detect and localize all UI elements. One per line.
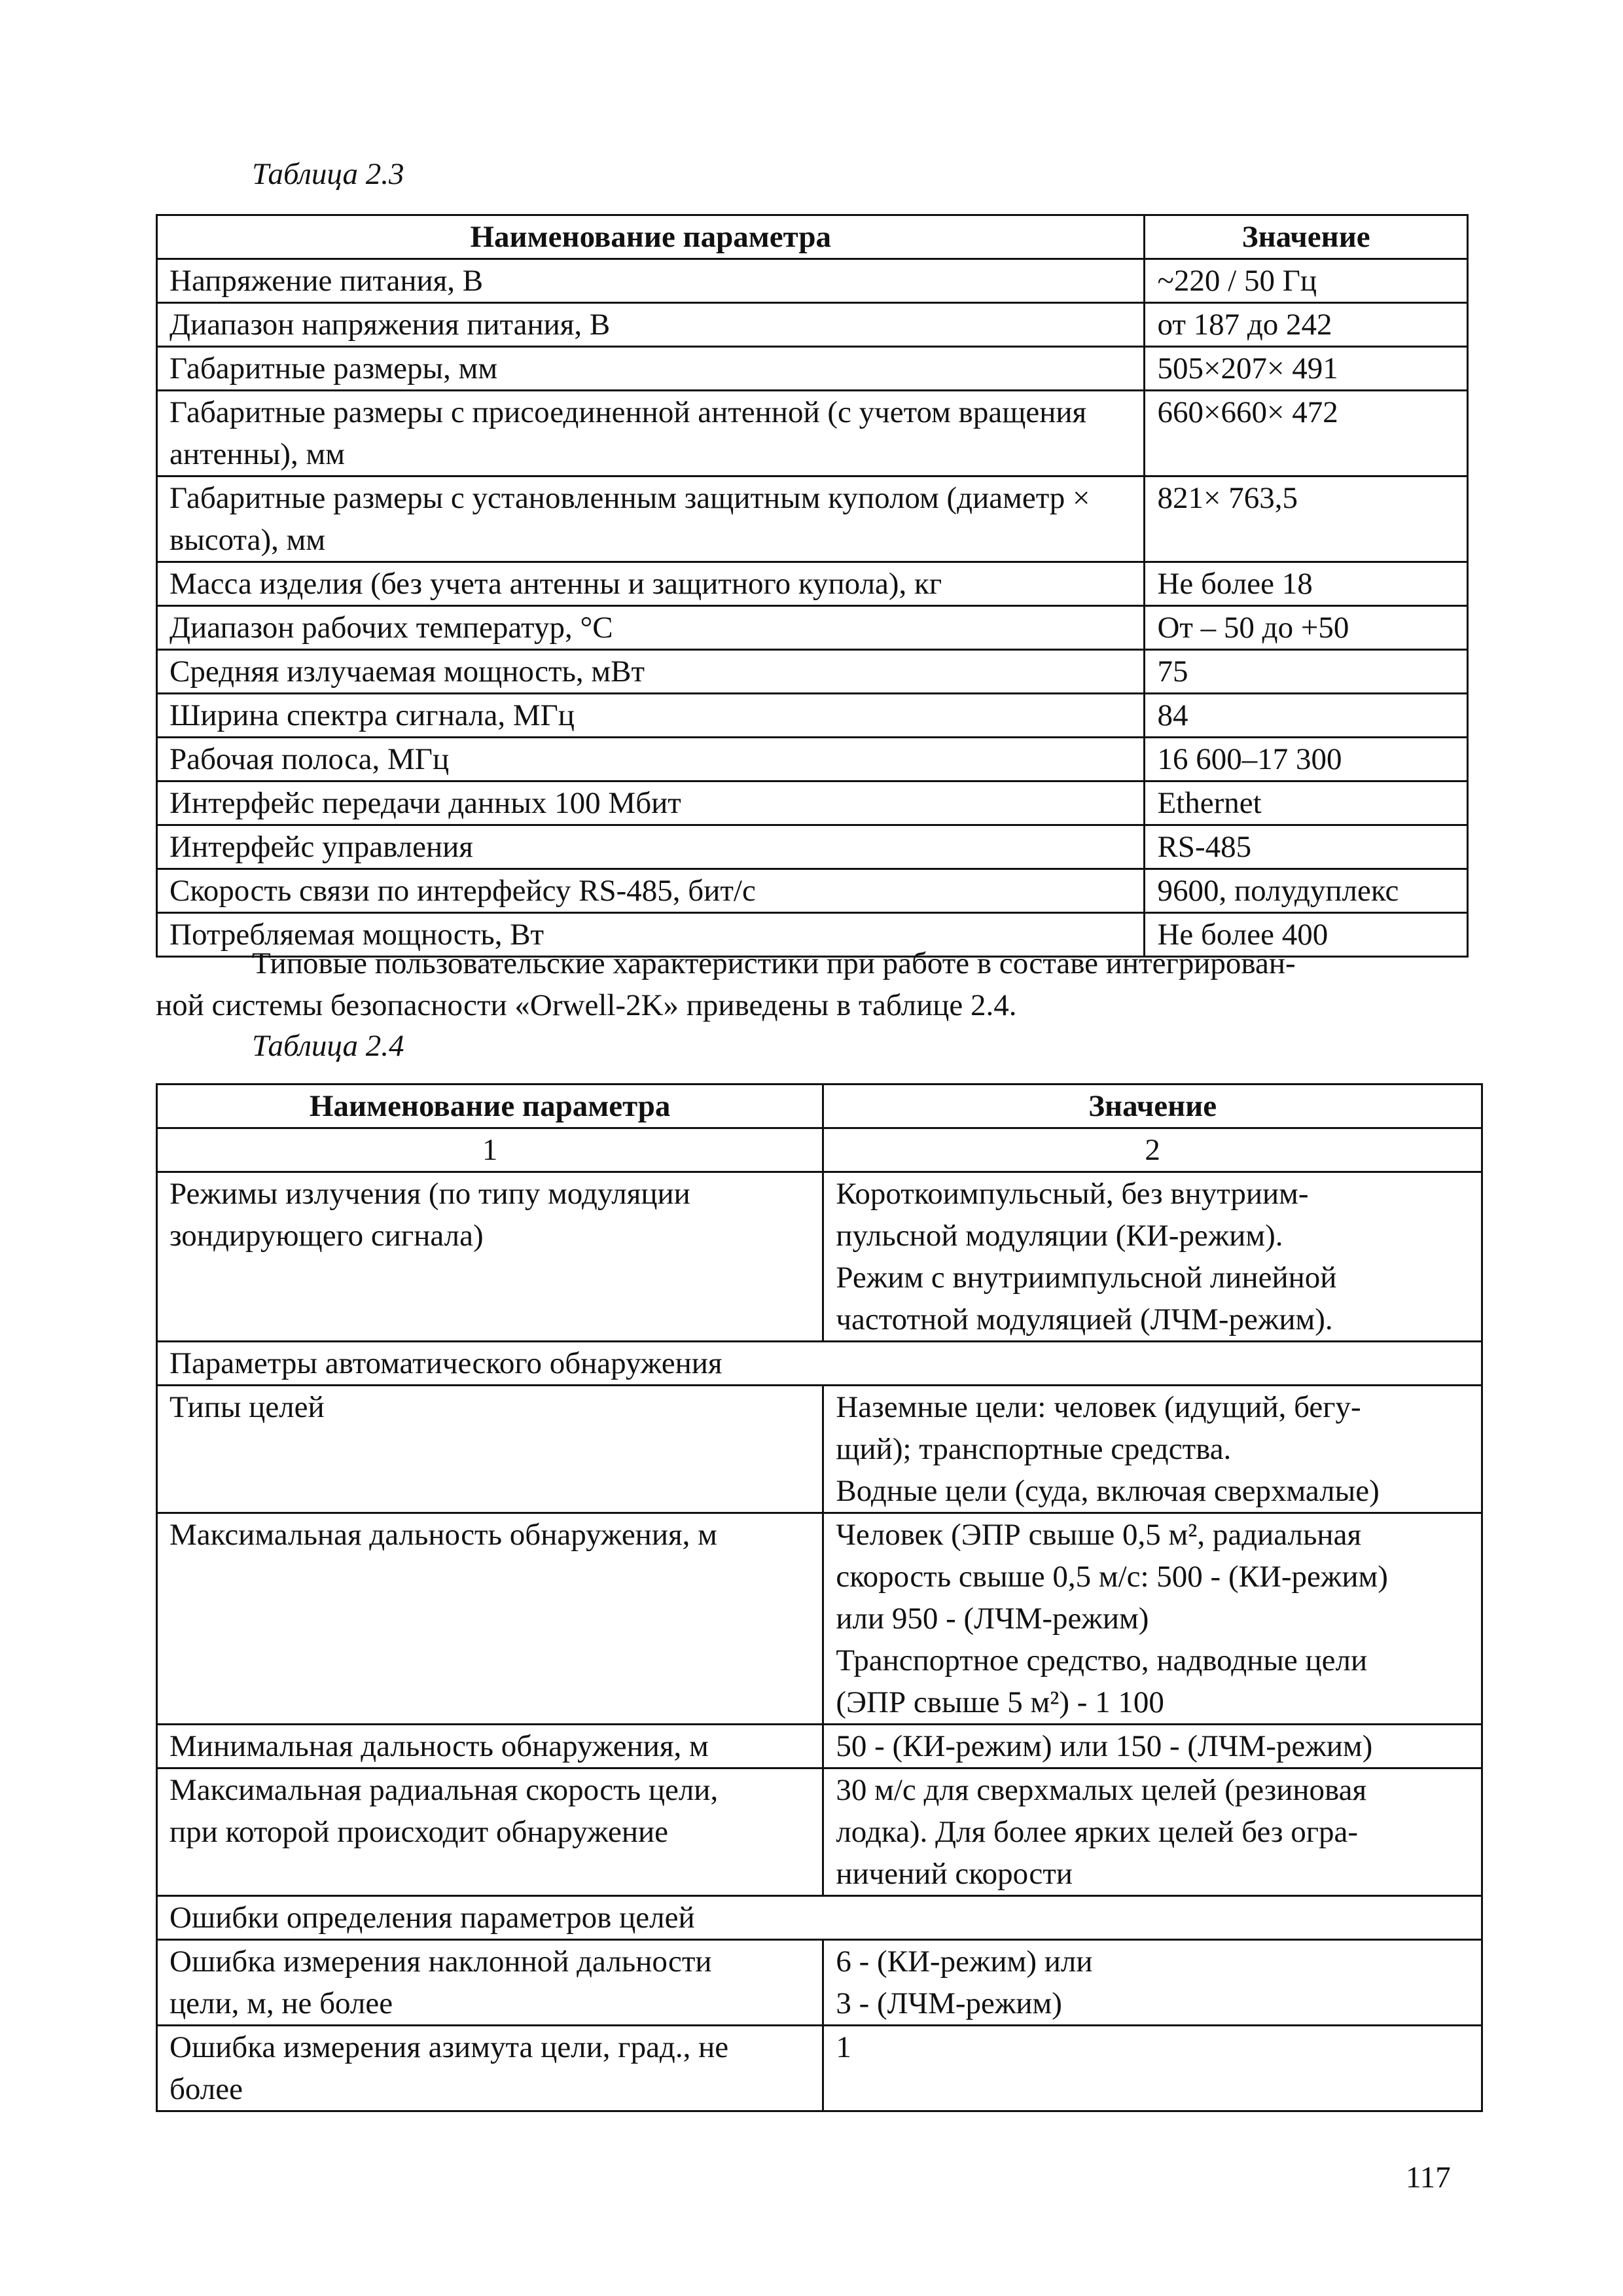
section-heading: Ошибки определения параметров целей [157,1896,1482,1940]
param-cell: Ширина спектра сигнала, МГц [157,694,1145,738]
param-cell: Интерфейс управления [157,825,1145,869]
table-row [157,2026,1482,2111]
table-row [157,1940,1482,2026]
body-paragraph [156,942,1469,1026]
value-cell: Человек (ЭПР свыше 0,5 м², радиальная скорость свыше 0,5 м/с: 500 - (КИ-режим) или 950 - (ЛЧМ-режим) Транспортное средство, надводные цели (ЭПР свыше 5 м²) - 1 100 [823,1513,1482,1725]
section-row [157,1896,1482,1940]
table-row [157,650,1468,694]
param-cell: Потребляемая мощность, Вт [157,913,1145,957]
value-cell: Ethernet [1145,781,1468,825]
column-number-row [157,1128,1482,1172]
table-row [157,694,1468,738]
value-cell: От – 50 до +50 [1145,606,1468,650]
table-row [157,1386,1482,1513]
param-cell: Диапазон напряжения питания, В [157,303,1145,347]
header-value: Значение [823,1085,1482,1128]
table-row [157,1768,1482,1896]
value-cell: Не более 400 [1145,913,1468,957]
value-cell: 84 [1145,694,1468,738]
value-cell: Наземные цели: человек (идущий, бегу- щий); транспортные средства. Водные цели (суда, включая сверхмалые) [823,1386,1482,1513]
param-cell: Габаритные размеры, мм [157,347,1145,391]
param-cell: Интерфейс передачи данных 100 Мбит [157,781,1145,825]
value-cell: 821× 763,5 [1145,476,1468,562]
param-cell: Диапазон рабочих температур, °C [157,606,1145,650]
table-row [157,562,1468,606]
column-number: 2 [823,1128,1482,1172]
param-cell: Масса изделия (без учета антенны и защитного купола), кг [157,562,1145,606]
table-header-row [157,215,1468,259]
page-number: 117 [1406,2161,1451,2195]
param-cell: Режимы излучения (по типу модуляции зондирующего сигнала) [157,1172,823,1342]
value-cell: RS-485 [1145,825,1468,869]
value-cell: 6 - (КИ-режим) или 3 - (ЛЧМ-режим) [823,1940,1482,2026]
value-cell: 16 600–17 300 [1145,738,1468,781]
table-row [157,606,1468,650]
table-row [157,869,1468,913]
table-row [157,781,1468,825]
table-row [157,347,1468,391]
header-parameter-name: Наименование параметра [157,1085,823,1128]
param-cell: Габаритные размеры с установленным защитным куполом (диаметр × высота), мм [157,476,1145,562]
column-number: 1 [157,1128,823,1172]
table-row [157,1725,1482,1768]
value-cell: 75 [1145,650,1468,694]
table-row [157,738,1468,781]
value-cell: ~220 / 50 Гц [1145,259,1468,303]
table-row [157,303,1468,347]
param-cell: Средняя излучаемая мощность, мВт [157,650,1145,694]
param-cell: Рабочая полоса, МГц [157,738,1145,781]
table-row [157,476,1468,562]
param-cell: Габаритные размеры с присоединенной антенной (с учетом вращения антенны), мм [157,391,1145,476]
param-cell: Ошибка измерения наклонной дальности цели, м, не более [157,1940,823,2026]
param-cell: Максимальная дальность обнаружения, м [157,1513,823,1725]
value-cell: 1 [823,2026,1482,2111]
section-row [157,1342,1482,1386]
table-2-3 [156,214,1469,958]
table-row [157,259,1468,303]
paragraph-line: Типовые пользовательские характеристики при работе в составе интегрирован- [252,946,1296,980]
paragraph-line: ной системы безопасности «Orwell-2K» приведены в таблице 2.4. [156,988,1017,1022]
value-cell: от 187 до 242 [1145,303,1468,347]
param-cell: Минимальная дальность обнаружения, м [157,1725,823,1768]
header-parameter-name: Наименование параметра [157,215,1145,259]
table-header-row [157,1085,1482,1128]
param-cell: Максимальная радиальная скорость цели, при которой происходит обнаружение [157,1768,823,1896]
value-cell: Не более 18 [1145,562,1468,606]
table-2-4 [156,1083,1483,2112]
section-heading: Параметры автоматического обнаружения [157,1342,1482,1386]
table-2-3-caption: Таблица 2.3 [252,157,404,191]
value-cell: 505×207× 491 [1145,347,1468,391]
param-cell: Напряжение питания, В [157,259,1145,303]
table-row [157,825,1468,869]
param-cell: Типы целей [157,1386,823,1513]
param-cell: Скорость связи по интерфейсу RS-485, бит/с [157,869,1145,913]
value-cell: 50 - (КИ-режим) или 150 - (ЛЧМ-режим) [823,1725,1482,1768]
value-cell: Короткоимпульсный, без внутриим- пульсной модуляции (КИ-режим). Режим с внутриимпульсной линейной частотной модуляцией (ЛЧМ-режим). [823,1172,1482,1342]
table-row [157,1172,1482,1342]
table-row [157,391,1468,476]
header-value: Значение [1145,215,1468,259]
table-2-4-caption: Таблица 2.4 [252,1029,404,1063]
value-cell: 30 м/с для сверхмалых целей (резиновая лодка). Для более ярких целей без огра- ничений скорости [823,1768,1482,1896]
param-cell: Ошибка измерения азимута цели, град., не более [157,2026,823,2111]
value-cell: 9600, полудуплекс [1145,869,1468,913]
table-row [157,1513,1482,1725]
value-cell: 660×660× 472 [1145,391,1468,476]
